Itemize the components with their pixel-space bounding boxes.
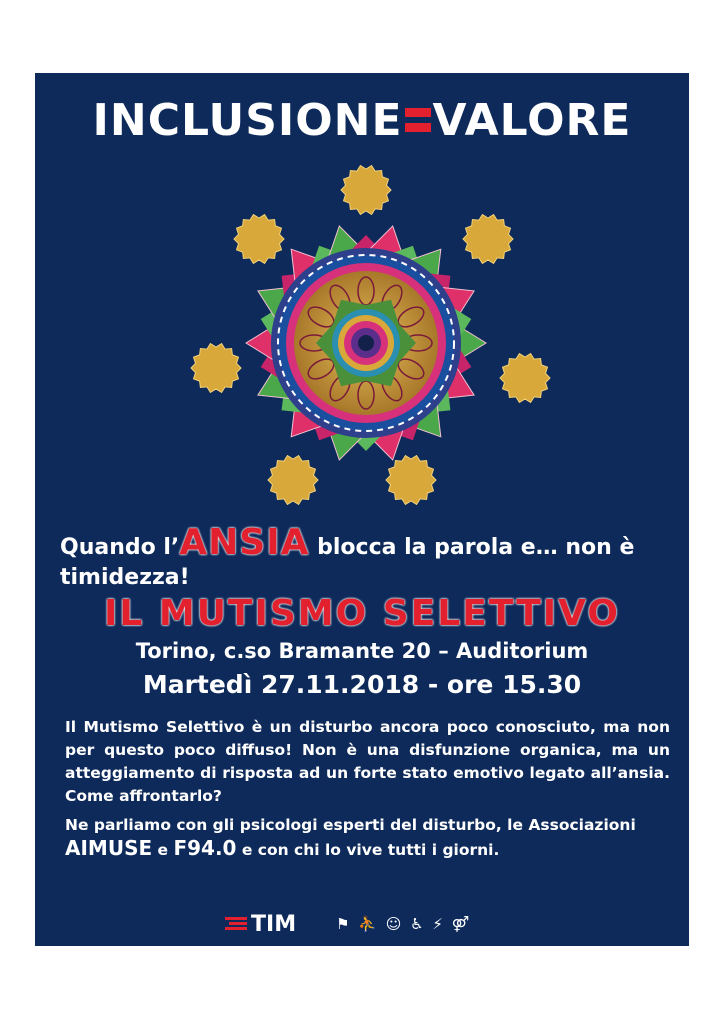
headline-right: VALORE — [432, 95, 632, 146]
gold-rosette-icon — [386, 456, 436, 505]
tagline — [60, 522, 670, 593]
event-datetime: Martedì 27.11.2018 - ore 15.30 — [142, 670, 582, 699]
tagline-highlight: ANSIA — [179, 522, 310, 563]
tim-logo-text: TIM — [251, 911, 297, 937]
paragraph-2-start: Ne parliamo con gli psicologi esperti del disturbo, le Associazioni — [65, 816, 636, 834]
event-title: IL MUTISMO SELETTIVO — [104, 593, 620, 634]
description — [65, 716, 670, 868]
gold-rosette-icon — [268, 456, 318, 505]
gold-rosette-icon — [341, 166, 391, 215]
mandala-svg — [35, 163, 689, 523]
tim-mark-icon — [225, 915, 247, 933]
conjunction: e — [152, 841, 174, 859]
footer — [225, 911, 471, 937]
association-aimuse: AIMUSE — [65, 836, 153, 860]
gold-rosette-icon — [463, 215, 513, 264]
description-paragraph-1: Il Mutismo Selettivo è un disturbo ancora poco conosciuto, ma non per questo poco diffuso! Non è una disfunzione organica, ma un atteggiamento di risposta ad un forte stato emotivo legato all’ansia. Come affrontarlo? — [65, 718, 670, 805]
event-location: Torino, c.so Bramante 20 – Auditorium — [135, 639, 589, 663]
paragraph-2-end: e con chi lo vive tutti i giorni. — [236, 841, 500, 859]
description-paragraph-2 — [65, 814, 670, 862]
gold-rosette-icon — [191, 344, 241, 393]
headline — [35, 95, 689, 146]
association-f940: F94.0 — [173, 836, 237, 860]
central-mandala — [246, 226, 486, 460]
tagline-start: Quando l’ — [60, 535, 180, 560]
poster — [35, 73, 689, 946]
tim-logo — [225, 912, 296, 937]
equals-sign-icon — [405, 108, 431, 132]
headline-left: INCLUSIONE — [92, 95, 403, 146]
tagline-end: blocca la parola e… non è timidezza! — [60, 535, 635, 590]
gold-rosette-icon — [234, 215, 284, 264]
gold-rosette-icon — [500, 354, 550, 403]
inclusion-icons: ⚑ ⛹ ☺ ♿ ⚡ ⚤ — [336, 915, 472, 933]
mandala-illustration — [35, 163, 689, 523]
